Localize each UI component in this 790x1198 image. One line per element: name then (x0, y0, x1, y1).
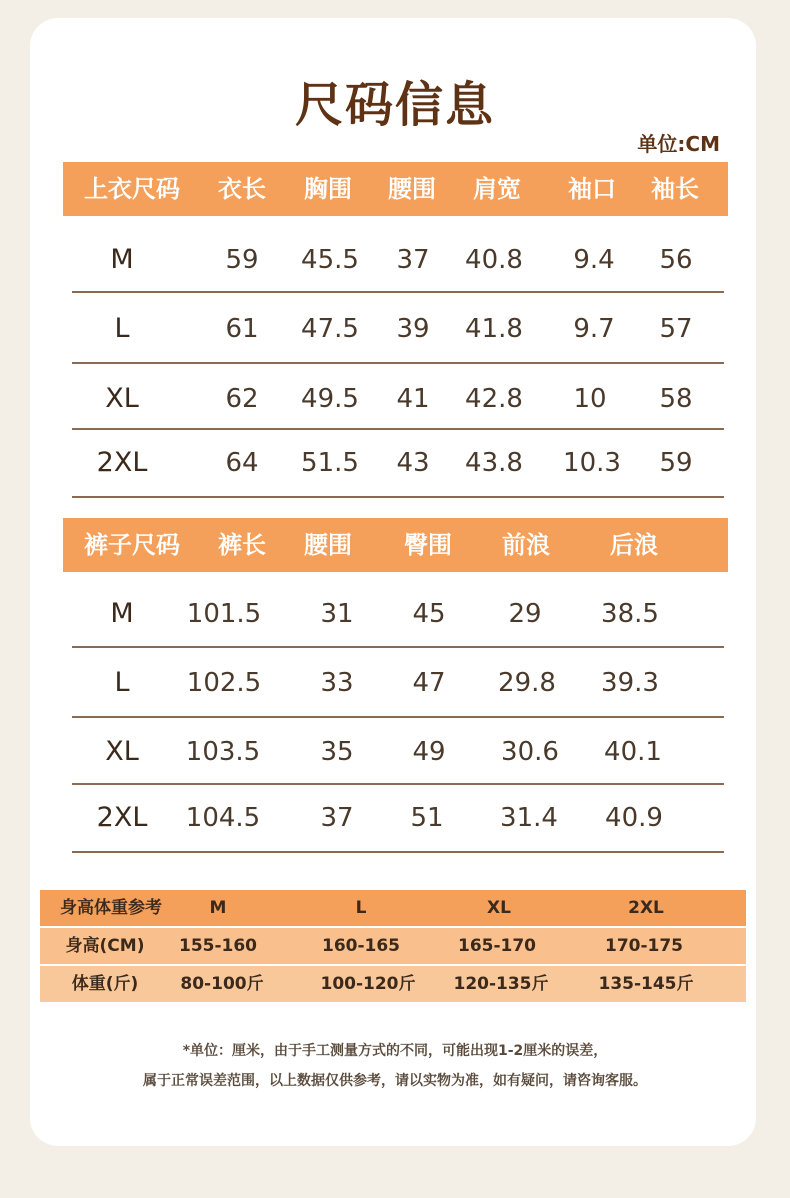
header-cell: 肩宽 (473, 175, 521, 203)
pants-table-header (63, 518, 728, 572)
value-cell: 57 (659, 314, 693, 344)
size-cell: 2XL (96, 447, 148, 478)
size-cell: XL (105, 736, 139, 767)
header-cell: 腰围 (304, 531, 352, 559)
row-divider (72, 496, 724, 498)
reference-cell: 80-100斤 (180, 974, 264, 994)
size-cell: XL (105, 383, 139, 414)
row-divider (72, 291, 724, 293)
table-row (72, 296, 724, 362)
header-cell: 上衣尺码 (84, 175, 180, 203)
value-cell: 40.9 (605, 803, 663, 833)
value-cell: 104.5 (185, 803, 261, 833)
reference-cell: 135-145斤 (598, 974, 694, 994)
table-row (72, 581, 724, 647)
value-cell: 40.8 (465, 245, 523, 275)
reference-cell: 体重(斤) (71, 974, 139, 994)
header-cell: 臀围 (404, 531, 452, 559)
row-divider (72, 362, 724, 364)
value-cell: 47.5 (301, 314, 359, 344)
value-cell: 39.3 (601, 668, 659, 698)
unit-label: 单位:CM (637, 132, 720, 156)
value-cell: 31.4 (500, 803, 558, 833)
disclaimer-line-1: *单位：厘米，由于手工测量方式的不同，可能出现1-2厘米的误差， (182, 1043, 608, 1059)
value-cell: 33 (320, 668, 354, 698)
table-row (72, 227, 724, 293)
value-cell: 45 (412, 599, 446, 629)
value-cell: 9.4 (573, 245, 615, 275)
value-cell: 29 (508, 599, 542, 629)
table-row (72, 719, 724, 785)
reference-row-height (40, 928, 746, 964)
value-cell: 102.5 (186, 668, 262, 698)
table-row (72, 650, 724, 716)
value-cell: 59 (659, 448, 693, 478)
page-title: 尺码信息 (294, 77, 495, 133)
reference-cell: XL (487, 898, 511, 918)
value-cell: 31 (320, 599, 354, 629)
reference-row-weight (40, 966, 746, 1002)
size-cell: L (114, 667, 130, 698)
header-cell: 腰围 (388, 175, 436, 203)
row-divider (72, 851, 724, 853)
header-cell: 后浪 (610, 531, 658, 559)
header-cell: 裤子尺码 (84, 531, 180, 559)
value-cell: 37 (320, 803, 354, 833)
value-cell: 40.1 (604, 737, 662, 767)
value-cell: 45.5 (301, 245, 359, 275)
value-cell: 37 (396, 245, 430, 275)
size-cell: M (110, 598, 134, 629)
header-cell: 衣长 (218, 175, 266, 203)
header-cell: 袖长 (651, 175, 699, 203)
reference-cell: 160-165 (321, 936, 401, 956)
value-cell: 51.5 (301, 448, 359, 478)
top-table-header (63, 162, 728, 216)
value-cell: 61 (225, 314, 259, 344)
value-cell: 43.8 (465, 448, 523, 478)
header-cell: 前浪 (502, 531, 550, 559)
value-cell: 47 (412, 668, 446, 698)
value-cell: 64 (225, 448, 259, 478)
reference-cell: 2XL (628, 898, 664, 918)
header-cell: 袖口 (568, 175, 616, 203)
value-cell: 39 (396, 314, 430, 344)
reference-cell: M (209, 898, 227, 918)
value-cell: 49 (412, 737, 446, 767)
value-cell: 38.5 (601, 599, 659, 629)
row-divider (72, 646, 724, 648)
size-cell: M (110, 244, 134, 275)
value-cell: 58 (659, 384, 693, 414)
table-row (72, 430, 724, 496)
value-cell: 42.8 (465, 384, 523, 414)
reference-cell: 170-175 (604, 936, 684, 956)
value-cell: 51 (410, 803, 444, 833)
value-cell: 62 (225, 384, 259, 414)
value-cell: 56 (659, 245, 693, 275)
reference-header-row (40, 890, 746, 926)
table-row (72, 785, 724, 851)
value-cell: 43 (396, 448, 430, 478)
value-cell: 10 (573, 384, 607, 414)
value-cell: 9.7 (573, 314, 615, 344)
reference-cell: 165-170 (457, 936, 537, 956)
value-cell: 41.8 (465, 314, 523, 344)
reference-cell: 120-135斤 (453, 974, 549, 994)
reference-cell: 身高(CM) (65, 936, 145, 956)
value-cell: 35 (320, 737, 354, 767)
row-divider (72, 716, 724, 718)
header-cell: 胸围 (304, 175, 352, 203)
value-cell: 49.5 (301, 384, 359, 414)
value-cell: 30.6 (501, 737, 559, 767)
reference-cell: 100-120斤 (320, 974, 416, 994)
value-cell: 29.8 (498, 668, 556, 698)
reference-cell: L (355, 898, 367, 918)
size-cell: 2XL (96, 802, 148, 833)
reference-cell: 155-160 (178, 936, 258, 956)
table-row (72, 366, 724, 432)
size-cell: L (114, 313, 130, 344)
value-cell: 10.3 (563, 448, 621, 478)
value-cell: 103.5 (185, 737, 261, 767)
disclaimer-line-2: 属于正常误差范围，以上数据仅供参考，请以实物为准，如有疑问，请咨询客服。 (143, 1073, 647, 1089)
reference-cell: 身高体重参考 (60, 898, 162, 918)
value-cell: 101.5 (186, 599, 262, 629)
value-cell: 59 (225, 245, 259, 275)
header-cell: 裤长 (218, 531, 266, 559)
value-cell: 41 (396, 384, 430, 414)
